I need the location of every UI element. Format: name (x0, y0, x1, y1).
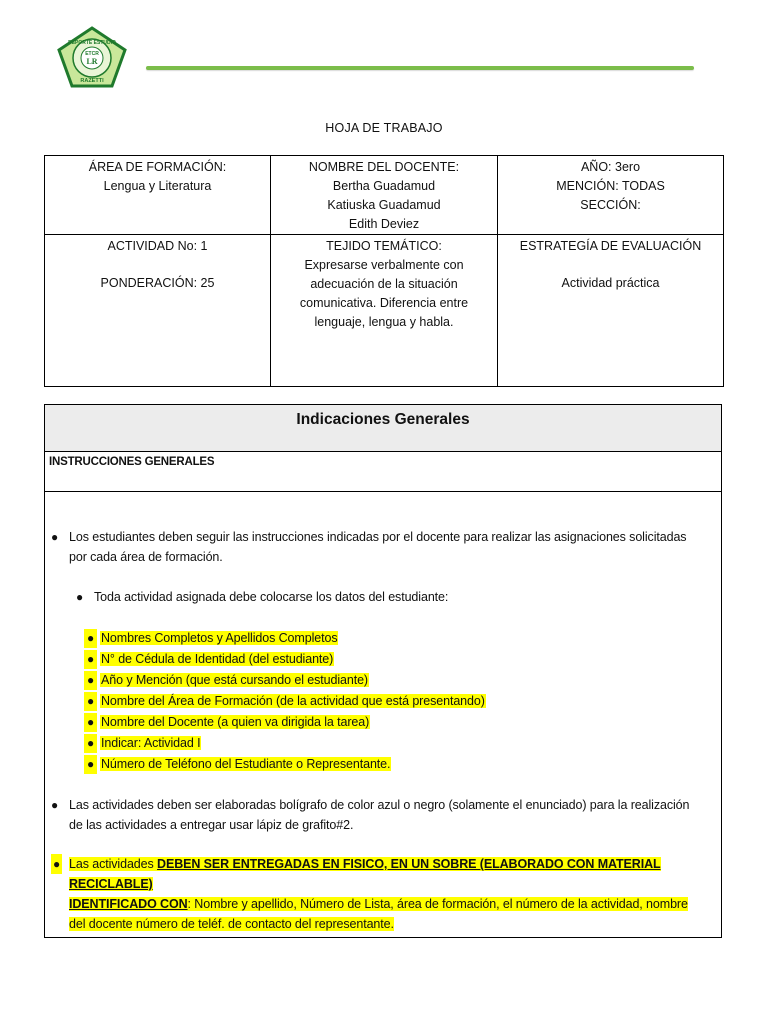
list-item: ● Número de Teléfono del Estudiante o Representante. (100, 755, 391, 774)
teacher-name: Bertha Guadamud (332, 179, 436, 193)
bullet-icon: ● (51, 854, 62, 874)
indications-box (44, 404, 722, 938)
logo-center-text: ETCR (85, 51, 99, 57)
list-item: ● Año y Mención (que está cursando el estudiante) (100, 671, 369, 690)
mention-value: MENCIÓN: TODAS (556, 179, 665, 193)
logo-initials: LR (86, 57, 98, 66)
bullet-icon: ● (84, 692, 97, 711)
list-item: ● Las actividades deben ser elaboradas bolígrafo de color azul o negro (solamente el enunciado) para la realización de las actividades a entregar usar lápiz de grafito#2. (69, 795, 689, 835)
list-item: ● Indicar: Actividad I (100, 734, 201, 753)
list-item: ● Las actividades DEBEN SER ENTREGADAS EN FISICO, EN UN SOBRE (ELABORADO CON MATERIAL RECICLABLE) IDENTIFICADO CON: Nombre y apellido, Número de Lista, área de formación, el número de la actividad, nombre del docente número de teléf. de contacto del representante. (69, 854, 709, 934)
bullet-icon: ● (84, 713, 97, 732)
teacher-name: Katiuska Guadamud (327, 198, 441, 212)
list-item: ● Nombre del Área de Formación (de la actividad que está presentando) (100, 692, 486, 711)
emphasis-text: DEBEN SER ENTREGADAS EN FISICO, EN UN SOBRE (ELABORADO CON MATERIAL RECICLABLE) (69, 857, 661, 891)
logo-bottom-text: RAZETTI (80, 78, 104, 84)
bullet-icon: ● (84, 734, 97, 753)
sheet-title: HOJA DE TRABAJO (325, 121, 443, 135)
bullet-icon: ● (51, 798, 59, 812)
theme-text: Expresarse verbalmente con adecuación de la situación comunicativa. Diferencia entre lenguaje, lengua y habla. (299, 258, 469, 329)
instructions-subtitle: INSTRUCCIONES GENERALES (45, 452, 721, 492)
logo-top-text: DEPORTE ESTUDIO (68, 40, 116, 46)
bullet-icon: ● (84, 650, 97, 669)
bullet-icon: ● (84, 629, 97, 648)
area-cell (45, 156, 271, 235)
header-rule (146, 66, 694, 70)
weight-value: PONDERACIÓN: 25 (100, 276, 215, 290)
activity-cell (45, 235, 271, 387)
year-cell (498, 156, 724, 235)
teacher-cell (271, 156, 498, 235)
theme-label: TEJIDO TEMÁTICO: (326, 239, 442, 253)
year-value: AÑO: 3ero (580, 160, 641, 174)
list-item: ● Toda actividad asignada debe colocarse los datos del estudiante: (94, 587, 448, 607)
area-value: Lengua y Literatura (103, 179, 212, 193)
list-item: ● Los estudiantes deben seguir las instrucciones indicadas por el docente para realizar las asignaciones solicitadas por cada área de formación. (69, 527, 686, 567)
list-item: ● Nombre del Docente (a quien va dirigida la tarea) (100, 713, 370, 732)
bullet-icon: ● (84, 671, 97, 690)
school-logo (56, 26, 128, 88)
info-table (44, 155, 724, 387)
evaluation-label: ESTRATEGÍA DE EVALUACIÓN (519, 239, 702, 253)
list-item: ● Nombres Completos y Apellidos Completos (100, 629, 338, 648)
theme-cell (271, 235, 498, 387)
activity-number: ACTIVIDAD No: 1 (107, 239, 208, 253)
bullet-icon: ● (51, 530, 59, 544)
evaluation-cell (498, 235, 724, 387)
bullet-icon: ● (84, 755, 97, 774)
bullet-icon: ● (76, 590, 84, 604)
list-item: ● N° de Cédula de Identidad (del estudiante) (100, 650, 334, 669)
indications-title: Indicaciones Generales (45, 405, 721, 452)
teacher-name: Edith Deviez (348, 217, 420, 231)
evaluation-value: Actividad práctica (561, 276, 660, 290)
section-label: SECCIÓN: (580, 198, 641, 212)
emphasis-text: IDENTIFICADO CON (69, 897, 188, 911)
teacher-label: NOMBRE DEL DOCENTE: (308, 160, 460, 174)
area-label: ÁREA DE FORMACIÓN: (88, 160, 227, 174)
